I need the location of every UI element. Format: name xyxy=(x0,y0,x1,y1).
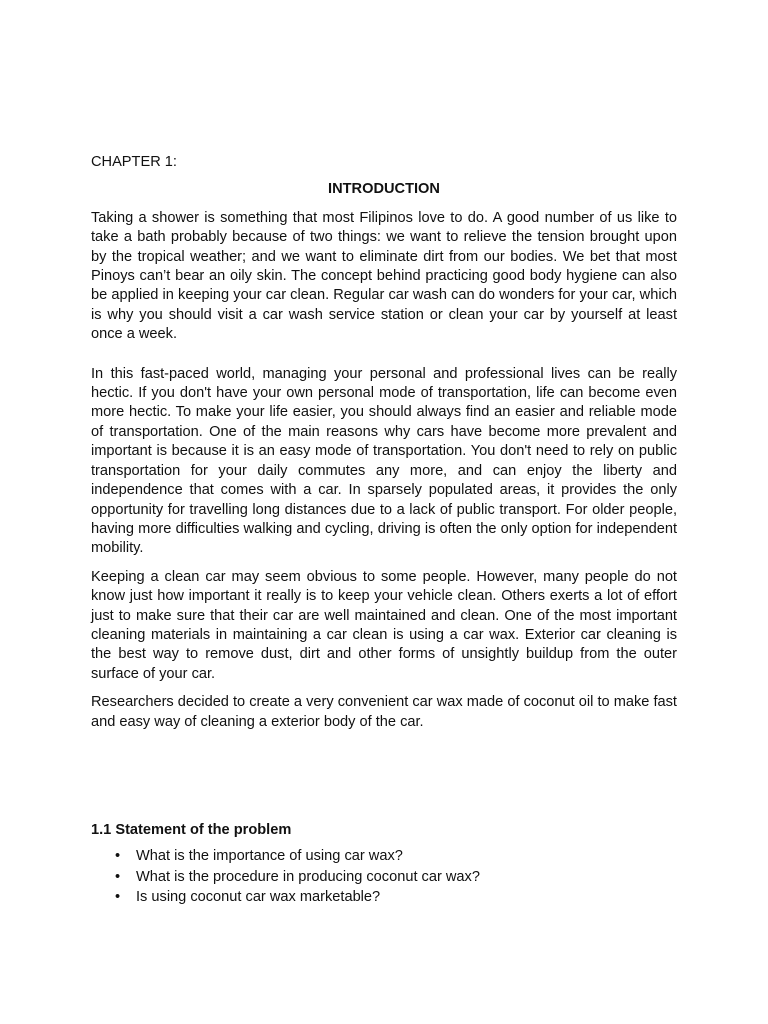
bullet-icon: • xyxy=(115,848,121,865)
chapter-label: CHAPTER 1: xyxy=(91,154,177,170)
bullet-icon: • xyxy=(115,868,121,885)
list-item-text: What is the procedure in producing coconut car wax? xyxy=(136,868,480,885)
paragraph: Researchers decided to create a very convenient car wax made of coconut oil to make fast and easy way of cleaning a exterior body of the car. xyxy=(91,694,677,730)
paragraph: In this fast-paced world, managing your personal and professional lives can be really hectic. If you don't have your own personal mode of transportation, life can become even more hectic. To make your life easier, you should always find an easier and reliable mode of transportation. One of the main reasons why cars have become more prevalent and important is because it is an easy mode of transportation. You don't need to rely on public transportation for your daily commutes any more, and can enjoy the liberty and independence that comes with a car. In sparsely populated areas, it provides the only opportunity for travelling long distances due to a lack of public transport. For older people, having more difficulties walking and cycling, driving is often the only option for independent mobility. xyxy=(91,365,677,557)
list-item xyxy=(91,867,677,888)
paragraph: Keeping a clean car may seem obvious to some people. However, many people do not know just how important it really is to keep your vehicle clean. Others exerts a lot of effort just to make sure that their car are well maintained and clean. One of the most important cleaning materials in maintaining a car clean is using a car wax. Exterior car cleaning is the best way to remove dust, dirt and other forms of unsightly buildup from the outer surface of your car. xyxy=(91,568,677,682)
bullet-icon: • xyxy=(115,889,121,906)
list-item-text: What is the importance of using car wax? xyxy=(136,848,403,865)
document-page xyxy=(91,153,677,908)
section-heading-introduction: INTRODUCTION xyxy=(328,181,440,198)
list-item-text: Is using coconut car wax marketable? xyxy=(136,889,381,906)
statement-of-problem-title: 1.1 Statement of the problem xyxy=(91,821,292,838)
problem-list xyxy=(91,846,677,908)
list-item xyxy=(91,887,677,908)
paragraph: Taking a shower is something that most Filipinos love to do. A good number of us like to take a bath probably because of two things: we want to relieve the tension brought upon by the tropical weather; and we want to eliminate dirt from our bodies. We bet that most Pinoys can’t bear an oily skin. The concept behind practicing good body hygiene can also be applied in keeping your car clean. Regular car wash can do wonders for your car, which is why you should visit a car wash service station or clean your car by yourself at least once a week. xyxy=(91,209,677,343)
list-item xyxy=(91,846,677,867)
